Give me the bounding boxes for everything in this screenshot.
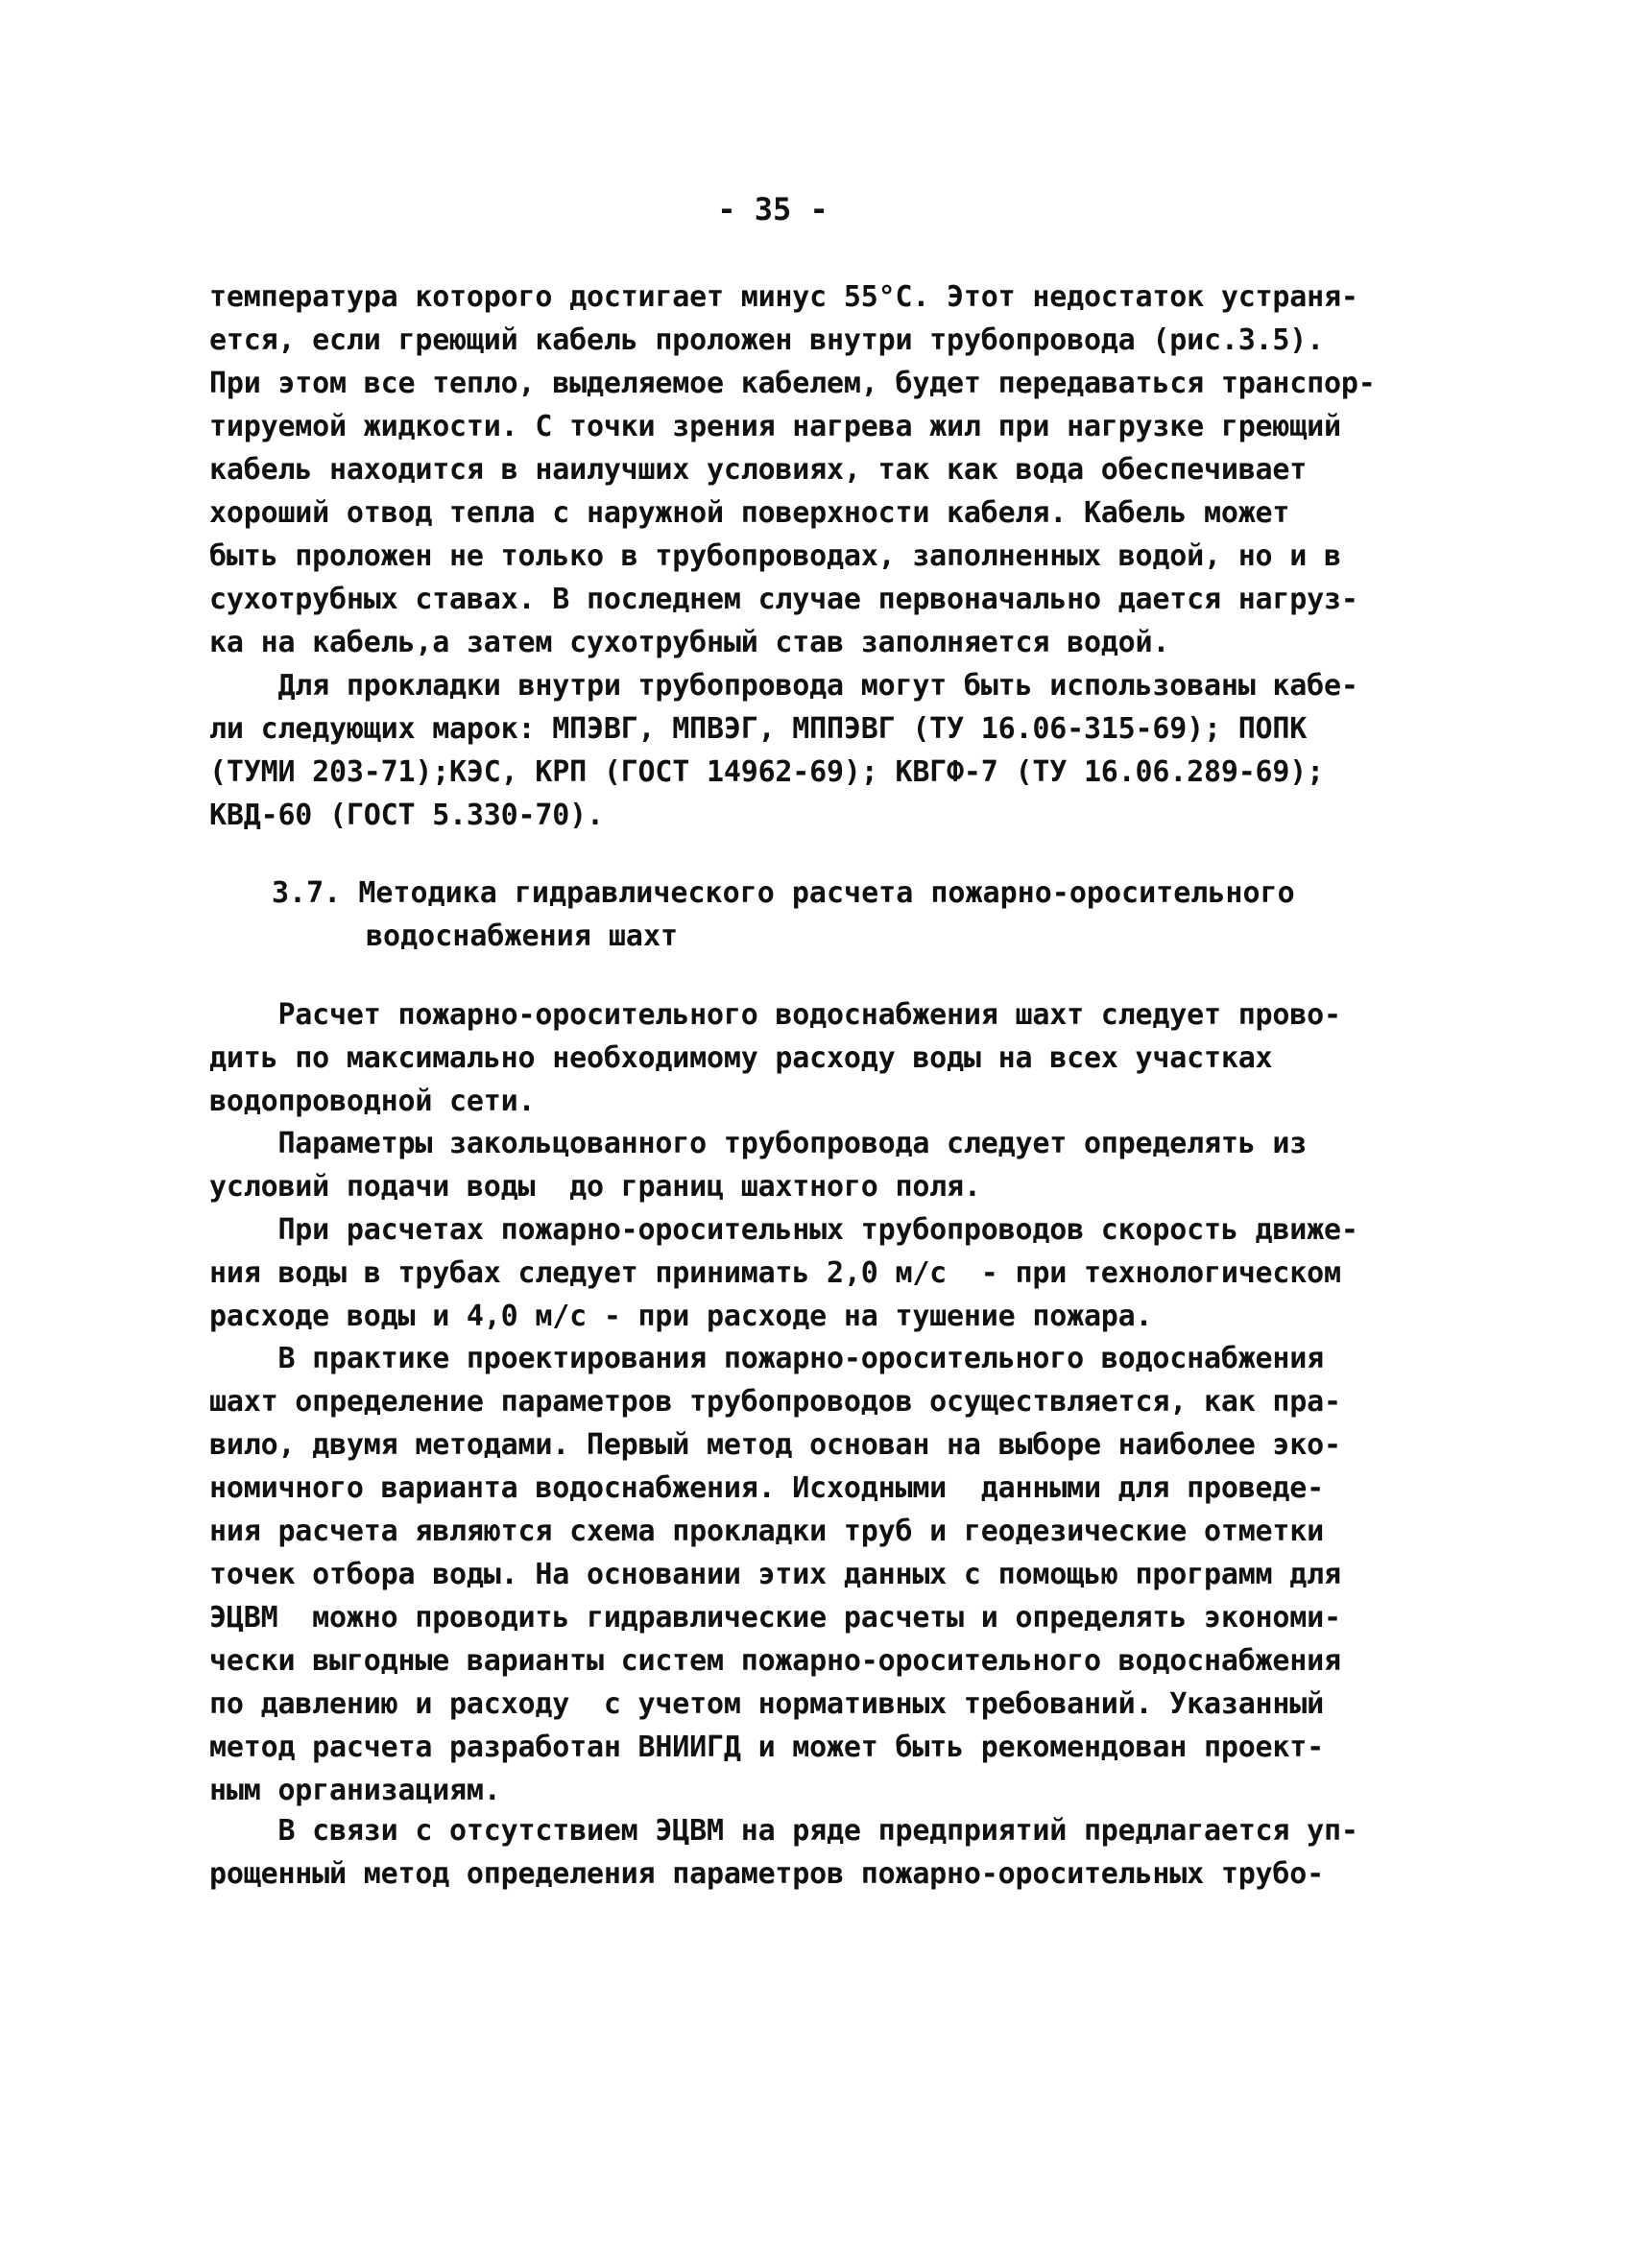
text-line: чески выгодные варианты систем пожарно-оросительного водоснабжения: [209, 1644, 1341, 1678]
text-line: В связи с отсутствием ЭЦВМ на ряде предприятий предлагается уп-: [209, 1814, 1358, 1848]
text-line: температура которого достигает минус 55°С. Этот недостаток устраня-: [209, 280, 1358, 314]
text-line: ния расчета являются схема прокладки труб и геодезические отметки: [209, 1515, 1324, 1548]
text-line: (ТУМИ 203-71);КЭС, КРП (ГОСТ 14962-69); КВГФ-7 (ТУ 16.06.289-69);: [209, 755, 1324, 789]
text-line: вило, двумя методами. Первый метод основан на выборе наиболее эко-: [209, 1428, 1341, 1462]
section-title: Методика гидравлического расчета пожарно-оросительного: [358, 876, 1295, 910]
text-line: кабель находится в наилучших условиях, так как вода обеспечивает: [209, 453, 1308, 487]
text-line: метод расчета разработан ВНИИГД и может быть рекомендован проект-: [209, 1731, 1324, 1764]
text-line: условий подачи воды до границ шахтного поля.: [209, 1170, 981, 1204]
text-line: ется, если греющий кабель проложен внутри трубопровода (рис.3.5).: [209, 323, 1324, 357]
text-line: В практике проектирования пожарно-оросительного водоснабжения: [209, 1342, 1324, 1375]
text-line: шахт определение параметров трубопроводов осуществляется, как пра-: [209, 1385, 1341, 1419]
paragraph-calculation-basis: [209, 993, 1419, 1123]
text-line: расходе воды и 4,0 м/с - при расходе на тушение пожара.: [209, 1300, 1153, 1333]
text-line: Расчет пожарно-оросительного водоснабжения шахт следует прово-: [209, 998, 1341, 1032]
text-line: ЭЦВМ можно проводить гидравлические расчеты и определять экономи-: [209, 1601, 1341, 1635]
text-line: водопроводной сети.: [209, 1085, 536, 1118]
text-line: Параметры закольцованного трубопровода следует определять из: [209, 1127, 1308, 1160]
text-line: КВД-60 (ГОСТ 5.330-70).: [209, 799, 604, 832]
paragraph-design-methods: [209, 1337, 1419, 1812]
paragraph-cable-brands: [209, 664, 1419, 837]
text-line: хороший отвод тепла с наружной поверхности кабеля. Кабель может: [209, 496, 1290, 530]
text-line: ным организациям.: [209, 1774, 501, 1807]
text-line: ка на кабель,а затем сухотрубный став заполняется водой.: [209, 626, 1170, 659]
text-line: рощенный метод определения параметров пожарно-оросительных трубо-: [209, 1857, 1324, 1891]
section-heading-line-2: водоснабжения шахт: [366, 919, 679, 953]
section-heading-line-1: [272, 871, 1424, 915]
paragraph-heating-cable: [209, 275, 1419, 664]
section-number: 3.7.: [272, 876, 342, 910]
text-line: ли следующих марок: МПЭВГ, МПВЭГ, МППЭВГ (ТУ 16.06-315-69); ПОПК: [209, 712, 1308, 746]
text-line: тируемой жидкости. С точки зрения нагрева жил при нагрузке греющий: [209, 410, 1341, 443]
text-line: дить по максимально необходимому расходу воды на всех участках: [209, 1041, 1273, 1075]
paragraph-water-velocity: [209, 1208, 1419, 1338]
text-line: точек отбора воды. На основании этих данных с помощью программ для: [209, 1558, 1341, 1591]
text-line: по давлению и расходу с учетом нормативных требований. Указанный: [209, 1687, 1324, 1721]
section-heading: [272, 871, 1424, 958]
text-line: Для прокладки внутри трубопровода могут быть использованы кабе-: [209, 669, 1358, 703]
text-line: При этом все тепло, выделяемое кабелем, будет передаваться транспор-: [209, 367, 1376, 400]
paragraph-simplified-method: [209, 1809, 1419, 1896]
text-line: При расчетах пожарно-оросительных трубопроводов скорость движе-: [209, 1213, 1358, 1247]
text-line: быть проложен не только в трубопроводах, заполненных водой, но и в: [209, 539, 1341, 573]
text-line: ния воды в трубах следует принимать 2,0 м/с - при технологическом: [209, 1256, 1341, 1290]
page-number: - 35 -: [717, 191, 829, 227]
text-line: номичного варианта водоснабжения. Исходными данными для проведе-: [209, 1471, 1324, 1505]
paragraph-ring-pipeline: [209, 1122, 1419, 1208]
text-line: сухотрубных ставах. В последнем случае первоначально дается нагруз-: [209, 583, 1358, 616]
